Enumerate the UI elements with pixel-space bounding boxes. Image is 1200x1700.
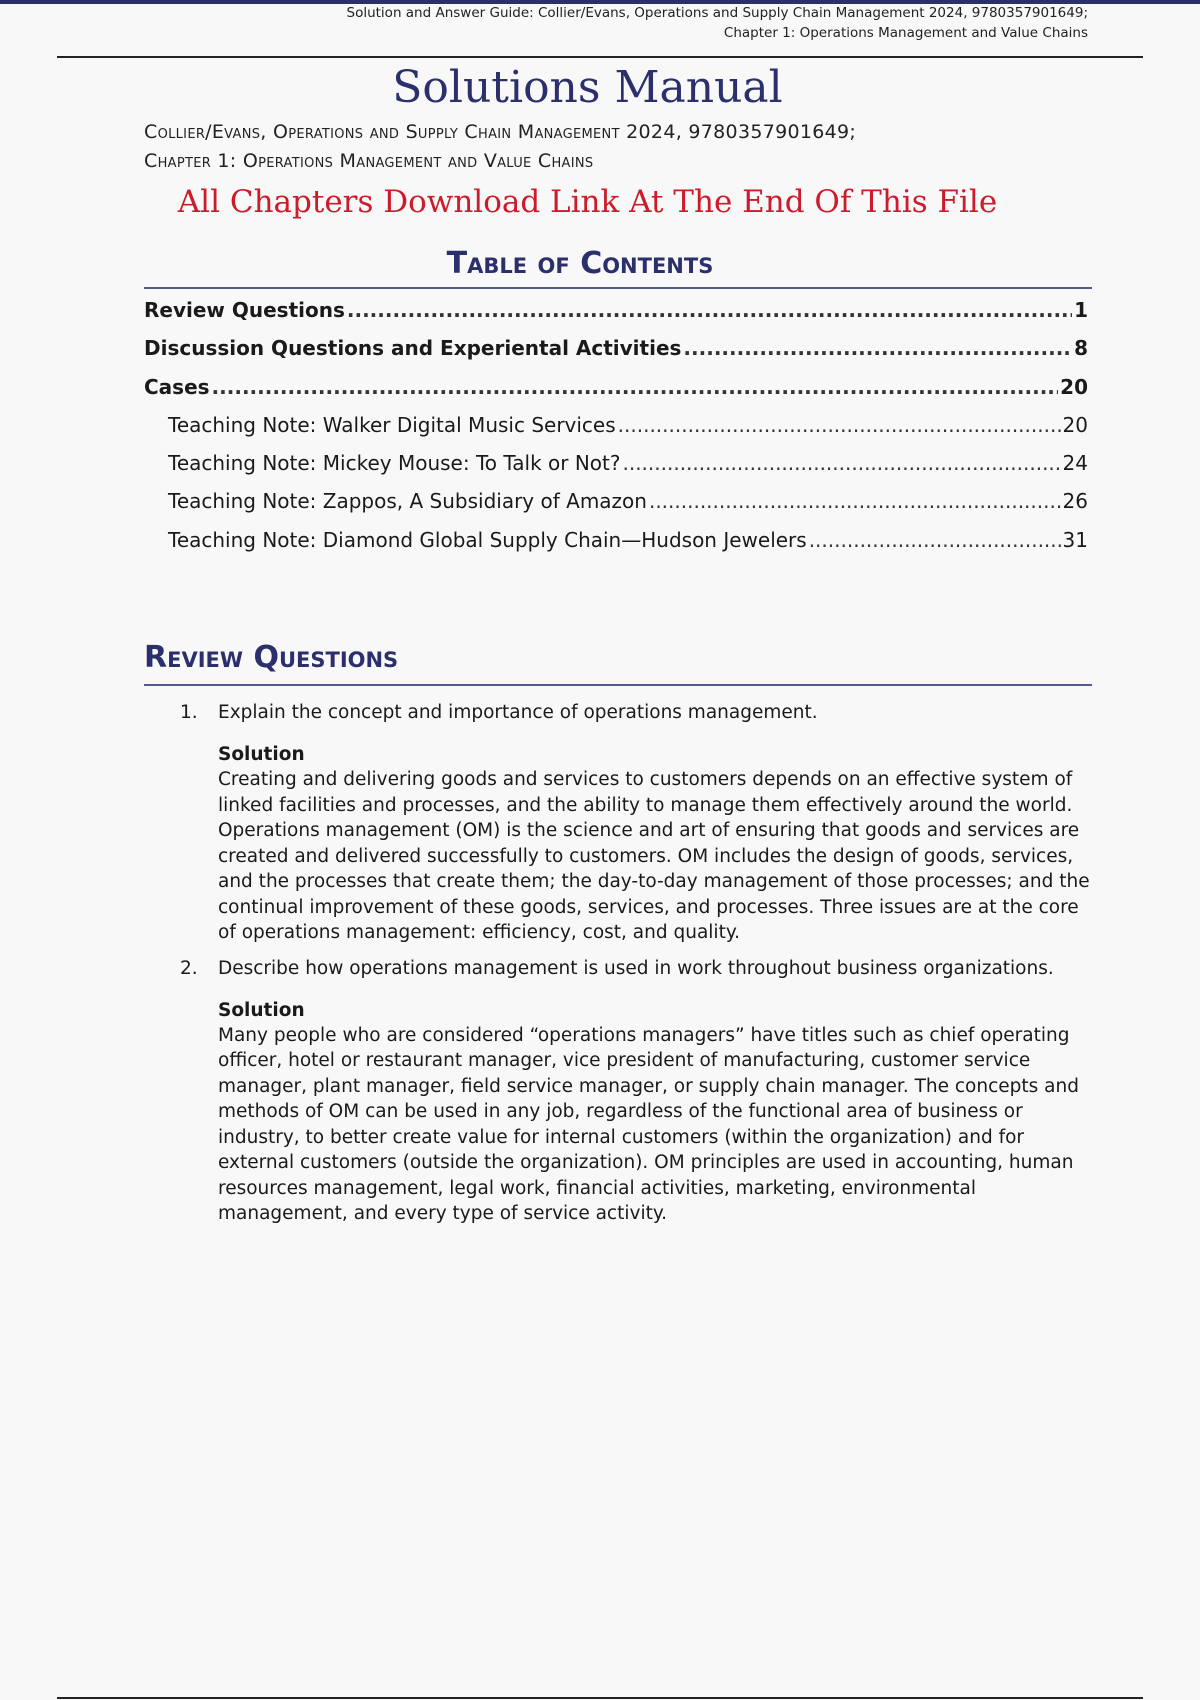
table-of-contents <box>144 298 1088 566</box>
footer-divider <box>57 1697 1143 1699</box>
question-text: Describe how operations management is used in work throughout business organizations. <box>218 957 1054 979</box>
toc-entry-page: 24 <box>1062 451 1088 476</box>
toc-entry-discussion-questions[interactable] <box>144 336 1088 374</box>
toc-entry-page: 31 <box>1062 527 1088 552</box>
toc-entry-label: Teaching Note: Mickey Mouse: To Talk or Not? <box>168 451 621 476</box>
section-divider <box>144 684 1092 686</box>
toc-entry-page: 26 <box>1062 489 1088 514</box>
toc-leader <box>618 413 1061 437</box>
toc-entry-zappos[interactable] <box>144 489 1088 527</box>
page-title: Solutions Manual <box>392 62 783 113</box>
toc-leader <box>347 298 1072 322</box>
solution-text: Creating and delivering goods and services to customers depends on an effective system of linked facilities and processes, and the ability to manage them effectively around the world. Operations management (OM) is the science and art of ensuring that goods and services are created and delivered successfully to customers. OM includes the design of goods, services, and the processes that create them; the day-to-day management of those processes; and the continual improvement of these goods, services, and processes. Three issues are at the core of operations management: efficiency, cost, and quality. <box>218 769 1090 943</box>
toc-entry-review-questions[interactable] <box>144 298 1088 336</box>
toc-entry-page: 1 <box>1074 298 1088 322</box>
question-number: 2. <box>180 957 198 979</box>
download-link-notice[interactable]: All Chapters Download Link At The End Of This File <box>177 184 998 220</box>
subtitle <box>144 118 856 176</box>
toc-entry-page: 8 <box>1074 336 1088 361</box>
toc-heading: Table of Contents <box>446 246 714 281</box>
question-number: 1. <box>180 702 198 723</box>
toc-entry-mickey-mouse[interactable] <box>144 451 1088 489</box>
toc-entry-label: Teaching Note: Zappos, A Subsidiary of Amazon <box>168 489 647 514</box>
subtitle-line2: Chapter 1: Operations Management and Value Chains <box>144 150 594 172</box>
solution-label: Solution <box>218 744 305 765</box>
solution-label: Solution <box>218 999 305 1021</box>
toc-leader <box>683 336 1072 360</box>
toc-entry-page: 20 <box>1060 374 1088 399</box>
question-item <box>180 700 1090 946</box>
running-header-line2: Chapter 1: Operations Management and Value Chains <box>723 25 1088 41</box>
subtitle-line1: Collier/Evans, Operations and Supply Chain Management 2024, 9780357901649; <box>144 121 857 143</box>
toc-entry-walker-digital[interactable] <box>144 413 1088 451</box>
toc-entry-cases[interactable] <box>144 375 1088 413</box>
running-header <box>347 3 1089 43</box>
running-header-line1: Solution and Answer Guide: Collier/Evans, Operations and Supply Chain Management 2024, 9780357901649; <box>346 5 1088 21</box>
toc-entry-label: Discussion Questions and Experiental Activities <box>144 336 682 361</box>
toc-entry-label: Cases <box>144 374 210 399</box>
solution-text: Many people who are considered “operations managers” have titles such as chief operating officer, hotel or restaurant manager, vice president of manufacturing, customer service manager, plant manager, field service manager, or supply chain manager. The concepts and methods of OM can be used in any job, regardless of the functional area of business or industry, to better create value for internal customers (within the organization) and for external customers (outside the organization). OM principles are used in accounting, human resources management, legal work, financial activities, marketing, environmental management, and every type of service activity. <box>218 1024 1079 1224</box>
question-text: Explain the concept and importance of operations management. <box>218 702 818 723</box>
toc-leader <box>809 528 1061 552</box>
toc-leader <box>649 489 1061 513</box>
toc-divider <box>144 287 1092 289</box>
toc-entry-label: Review Questions <box>144 298 345 322</box>
toc-entry-label: Teaching Note: Walker Digital Music Services <box>168 412 616 437</box>
question-item <box>180 956 1090 1227</box>
section-heading-review-questions: Review Questions <box>144 640 399 675</box>
toc-leader <box>212 375 1059 399</box>
toc-leader <box>622 451 1060 475</box>
toc-entry-diamond-global[interactable] <box>144 528 1088 566</box>
review-questions-list <box>180 700 1090 1237</box>
toc-entry-label: Teaching Note: Diamond Global Supply Chain—Hudson Jewelers <box>168 527 807 552</box>
toc-entry-page: 20 <box>1062 412 1088 437</box>
